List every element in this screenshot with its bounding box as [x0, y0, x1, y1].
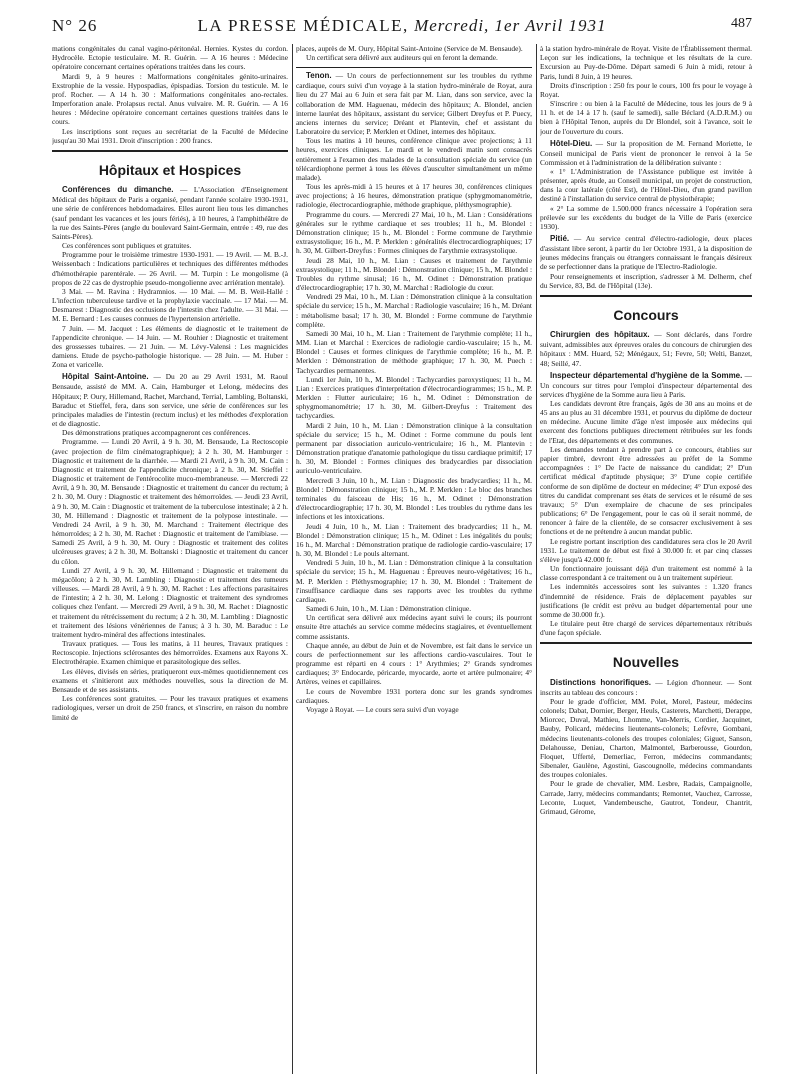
paragraph: Vendredi 5 Juin, 10 h., M. Lian : Démonstration clinique à la consultation spéciale du service; 15 h., M. Haguenau : Épreuves neuro-végétatives; 16 h., M. P. Merklen : Pléthysmographie; 17 h. 30, M. Blondel : Traitement de l'insuffisance cardiaque dans ses rapports avec les troubles du rythme cardiaque.: [296, 558, 532, 604]
paragraph: — Sont inscrits au tableau des concours :: [540, 677, 752, 697]
column-rule: [536, 44, 537, 1074]
paragraph: Ces conférences sont publiques et gratuites.: [62, 241, 192, 251]
section-title: Concours: [613, 306, 679, 323]
paragraph: Samedi 30 Mai, 10 h., M. Lian : Traitement de l'arythmie complète; 11 h., MM. Lian et Marchal : Exercices de radiologie cardio-vasculaire; 15 h., M. Blondel : Causes et formes cliniques de l'arythmie complète; 16 h., M. P. Merklen : Démonstration de méthode graphique; 17 h. 30, M. Puech : Tachycardies permanentes.: [296, 328, 532, 375]
paragraph: Les inscriptions sont reçues au secrétariat de la Faculté de Médecine jusqu'au 30 Mai 1931. Droit d'inscription : 200 francs.: [52, 126, 288, 145]
article-heading: Pitié.: [550, 234, 570, 244]
paragraph: Un certificat sera délivré aux auditeurs qui en feront la demande.: [306, 53, 498, 63]
section-title: Nouvelles: [612, 654, 680, 671]
page-number: 487: [731, 16, 752, 31]
section-divider: [52, 150, 288, 152]
paragraph: — L'Association d'Enseignement Médical des hôpitaux de Paris a organisé, pendant l'année scolaire 1930-1931, une série de conférences hebdomadaires. Elles auront lieu tous les dimanches (sauf pendant les vacances et les jours fériés), à 10 heures, à l'amphithéâtre de la rue des Saints-Pères (angle du boulevard Saint-Germain, entrée : 49, rue des Saints-Pères).: [52, 185, 288, 241]
paragraph: — Au service central d'électro-radiologie, deux places d'assistant libre seront, à partir du 1er Octobre 1931, à la disposition de jeunes médecins français ou étrangers connaissant le français désireux de se perfectionner dans la pratique de l'Electro-Radiologie.: [540, 234, 752, 272]
paragraph: Mercredi 3 Juin, 10 h., M. Lian : Diagnostic des bradycardies; 11 h., M. Blondel : Démonstration clinique; 15 h., M. P. Merklen : Le bloc des branches terminales du faisceau de His; 16 h., M. Odinet : Démonstration d'électrocardiographie; 17 h. 30, M. Blondel : Les troubles du rythme dans les infections et les intoxications.: [296, 475, 532, 522]
paragraph: — Un cours de perfectionnement sur les troubles du rythme cardiaque, cours suivi d'un voyage à la station hydro-minérale de Royat, aura lieu du 27 Mai au 6 Juin et sera fait par M. Lian, dans son service, avec la collaboration de MM. Haguenau, médecin des hôpitaux; A. Blondel, ancien interne lauréat des hôpitaux, assistant du service; Gilbert Dreyfus et P. Puecy, anciens internes du service; Dréant et Plantevin, chef et assistant du Laboratoire du service; P. Merklen et Odinet, internes des hôpitaux.: [296, 71, 532, 137]
paragraph: — Du 20 au 29 Avril 1931, M. Raoul Bensaude, assisté de MM. A. Cain, Hamburger et Lelong, médecins des Hôpitaux; P. Oury, Hillemand, Rachet, Marchand, Terrial, Lambling, Boltanski, Baraduc et Stieffel, fera, dans son service, une série de conférences sur les principales maladies de l'intestin (rectum inclus) et les méthodes d'exploration et de diagnostic.: [52, 372, 288, 429]
paragraph: — Sur la proposition de M. Fernand Moriette, le Conseil municipal de Paris vient de prononcer le renvoi à la 5e Commission et à l'administration de la délibération suivante :: [540, 138, 752, 167]
paragraph: Programme pour le troisième trimestre 1930-1931. — 19 Avril. — M. B.-J. Weissenbach : Indications particulières et techniques des différentes méthodes d'hémothérapie parentérale. — 26 Avril. — M. Turpin : Le mongolisme (à propos de 22 cas de dystrophie pseudo-mongolienne avec arriération mentale).: [52, 250, 288, 287]
paragraph: Les conférences sont gratuites. — Pour les travaux pratiques et examens radiologiques, verser un droit de 250 francs, et s'inscrire, en raison du nombre limité de: [52, 694, 288, 722]
article-heading: Hôtel-Dieu.: [550, 138, 593, 148]
paragraph: Tous les matins à 10 heures, conférence clinique avec projections; à 11 heures, exercices cliniques. Le mardi et le vendredi matin sont consacrés entièrement à l'examen des malades de la consultation spéciale du service (un télécardiophone permet à tous les élèves d'ausculter simultanément un même malade).: [296, 136, 532, 182]
column-3: [540, 44, 752, 1074]
paragraph: Mardi 9, à 9 heures : Malformations congénitales génito-urinaires. Exstrophie de la vessie. Hypospadias, épispadias. Torsion du testicule. M. le prof. Rocher. — A 14 h. 30 : Malformations congénitales ano-rectales. Imperforation anale. Prolapsus rectal. Anus vulvaire. M. R. Guérin. — A 16 heures : Médecine opératoire concernant certaines questions traitées dans le cours.: [52, 71, 288, 127]
newspaper-title: LA PRESSE MÉDICALE,: [197, 16, 409, 35]
article-heading: Hôpital Saint-Antoine.: [62, 372, 149, 382]
paragraph: Le titulaire peut être chargé de services départementaux rétribués d'une façon spéciale.: [540, 619, 752, 638]
article-heading: Tenon.: [306, 71, 332, 81]
paragraph: Programme du cours. — Mercredi 27 Mai, 10 h., M. Lian : Considérations générales sur le rythme cardiaque et ses troubles; 11 h., M. Blondel : Démonstration clinique; 15 h., M. Blondel : Forme commune de l'arythmie extrasystolique; 16 h., M. P. Merklen : généralités électrocardiographiques; 17 h. 30, M. Gilbert-Dreyfus : Formes cliniques de l'arythmie extrasystolique.: [296, 209, 532, 256]
paragraph: Un certificat sera délivré aux médecins ayant suivi le cours; ils pourront ensuite être attachés au service comme médecins stagiaires, et éventuellement comme assistants.: [296, 613, 532, 641]
paragraph: Pour renseignements et inscription, s'adresser à M. Delherm, chef du Service, 83, Bd. de l'Hôpital (13e).: [540, 271, 752, 290]
paragraph: Les élèves, divisés en séries, pratiqueront eux-mêmes quotidiennement ces examens et s'initieront aux méthodes nouvelles, sous la direction de M. Bensaude et de ses assistants.: [52, 666, 288, 694]
paragraph: — Un concours sur titres pour l'emploi d'inspecteur départemental des services d'hygiène de la Somme aura lieu à Paris.: [540, 370, 752, 399]
paragraph: Pour le grade de chevalier, MM. Lesbre, Radais, Campaignolle, Carrade, Jarry, médecins commandants; Remontet, Vauchez, Carrosse, Leconte, Luquet, Vandembeusche, Gautrot, Tondeur, Chantrit, Grimaud, Gérome,: [540, 779, 752, 816]
paragraph: 7 Juin. — M. Jacquet : Les éléments de diagnostic et le traitement de l'appendicite chronique. — 14 Juin. — M. Rouhier : Diagnostic et traitement des grossesses tubaires. — 21 Juin. — M. Lévy-Valensi : Les magnicides damiens. Etude de psycho-pathologie historique. — 28 Juin. — M. Huber : Zona et varicelle.: [52, 323, 288, 370]
paragraph: Samedi 6 Juin, 10 h., M. Lian : Démonstration clinique.: [306, 604, 472, 614]
column-rule: [292, 44, 293, 1074]
page-header: [52, 14, 752, 38]
paragraph: Jeudi 28 Mai, 10 h., M. Lian : Causes et traitement de l'arythmie extrasystolique; 11 h., M. Blondel : Démonstration clinique; 15 h., M. Blondel : Troubles du rythme sinusal; 16 h., M. Odinet : Démonstration pratique d'électrocardiographie; 17 h. 30, M. Marchal : Radiologie du cœur.: [296, 255, 532, 293]
paragraph: 3 Mai. — M. Ravina : Hydramnios. — 10 Mai. — M. B. Weil-Hallé : L'infection tuberculeuse tardive et la prophylaxie vaccinale. — 17 Mai. — M. Desmarest : Diagnostic des occlusions de l'intestin chez l'adulte. — 31 Mai. — M. E. Bernard : Les causes connues de l'hypertension artérielle.: [52, 286, 288, 324]
issue-number: N° 26: [52, 16, 98, 35]
running-head: [52, 16, 752, 36]
paragraph: Chaque année, au début de Juin et de Novembre, est fait dans le service un cours de perfectionnement sur les affections cardio-vasculaires. Tout le programme est réparti en 4 cours : 1° Arythmies; 2° Grands syndromes cardiaques; 3° Endocarde, péricarde, myocarde, aorte et artère pulmonaire; 4° Artères, veines et capillaires.: [296, 640, 532, 687]
paragraph: Le registre portant inscription des candidatures sera clos le 20 Avril 1931. Le traitement de début est fixé à 30.000 fr. et par cinq classes s'élève jusqu'à 42.000 fr.: [540, 536, 752, 564]
paragraph: S'inscrire : ou bien à la Faculté de Médecine, tous les jours de 9 à 11 h. et de 14 à 17 h. (sauf le samedi), salle Béclard (A.D.R.M.) ou bien à l'Hôpital Tenon, auprès du Dr Blondel, soit à l'avance, soit le jour de l'ouverture du cours.: [540, 99, 752, 136]
paragraph: Pour le grade d'officier, MM. Polet, Morel, Pasteur, médecins colonels; Dabat, Dornier, Berger, Heuls, Casterets, Marchetti, Derappe, Miorcec, Duval, Mathieu, Lhomme, Van-Merris, Cordier, Jacquinet, Bauby, Policard, médecins lieutenants-colonels; Lefèvre, Gombani, médecins lieutenants-colonels des troupes coloniales; Giguet, Sanson, Delahousse, Deniau, Charton, Malmontel, Barberousse, Gourdon, Floquet, Ufferté, Demerliac, Ferron, médecins commandants; Sibenaler, Gaulène, Agostini, Gascougnolle, médecins commandants des troupes coloniales.: [540, 696, 752, 780]
column-2: [296, 44, 532, 1074]
article-heading: Chirurgien des hôpitaux.: [550, 330, 650, 340]
paragraph: « 2° La somme de 1.500.000 francs nécessaire à l'opération sera prélevée sur les excédents du budget de la Ville de Paris (exercice 1930).: [540, 203, 752, 231]
paragraph: Les indemnités accessoires sont les suivantes : 1.320 francs d'indemnité de résidence. Frais de déplacement payables sur justifications (le crédit est prévu au budget départemental pour une somme de 30.000 fr.).: [540, 582, 752, 619]
paragraph: Les demandes tendant à prendre part à ce concours, établies sur papier timbré, devront être adressées au préfet de la Somme accompagnées : 1° De l'acte de naissance du candidat; 2° D'un certificat médical d'aptitude physique; 3° D'une copie certifiée conforme de son diplôme de docteur en médecine; 4° D'un exposé des titres du candidat comprenant ses états de services et le résumé de ses travaux; 5° D'un exemplaire de chacune de ses principales publications; 6° De l'engagement, pour le cas où il serait nommé, de renoncer à faire de la clientèle, de se consacrer exclusivement à ses fonctions et de ne prétendre à aucun mandat public.: [540, 444, 752, 537]
paragraph: mations congénitales du canal vagino-péritonéal. Hernies. Kystes du cordon. Hydrocèle. Ectopie testiculaire. M. R. Guérin. — A 16 heures : Médecine opératoire concernant certaines opérations traitées dans les cours.: [52, 44, 288, 72]
paragraph: Lundi 1er Juin, 10 h., M. Blondel : Tachycardies paroxystiques; 11 h., M. Lian : Exercices pratiques d'interprétation d'électrocardiogrammes; 15 h., M. P. Merklen : Flutter auriculaire; 16 h., M. Odinet : Démonstration de sphygmomanométrie; 17 h. 30, M. Gilbert-Dreyfus : Traitement des tachycardies.: [296, 374, 532, 421]
paragraph: Un fonctionnaire jouissant déjà d'un traitement est nommé à la classe correspondant à ce traitement ou à un traitement supérieur.: [540, 564, 752, 583]
paragraph: « 1° L'Administration de l'Assistance publique est invitée à présenter, après étude, au Conseil municipal, un projet de construction, dans la cour latérale (côté Est), de l'Hôtel-Dieu, d'un grand pavillon destiné à l'installation du service central de physiothérapie;: [540, 166, 752, 204]
paragraph: Jeudi 4 Juin, 10 h., M. Lian : Traitement des bradycardies; 11 h., M. Blondel : Démonstration clinique; 15 h., M. Odinet : Les inégalités du pouls; 16 h., M. Marchal : Démonstration pratique de radiologie cardio-vasculaire; 17 h. 30, M. Blondel : Le pouls alternant.: [296, 521, 532, 559]
article-subheading: — Légion d'honneur.: [655, 677, 723, 687]
section-divider: [540, 295, 752, 297]
paragraph: Travaux pratiques. — Tous les matins, à 11 heures, Travaux pratiques : Rectoscopie. Injections sclérosantes des hémorroïdes. Examens aux Rayons X. Electrothérapie. Examen chimique et parasitologique des selles.: [52, 639, 288, 667]
paragraph: Voyage à Royat. — Le cours sera suivi d'un voyage: [306, 704, 459, 714]
paragraph: Les candidats devront être français, âgés de 30 ans au moins et de 45 ans au plus au 31 décembre 1931, et pourvus du diplôme de docteur en médecine. Aucune limite d'âge n'est imposée aux médecins qui exercent des fonctions publiques directement rétribuées sur les fonds de l'Etat, des départements et des communes.: [540, 398, 752, 445]
paragraph: Des démonstrations pratiques accompagneront ces conférences.: [62, 428, 251, 438]
paragraph: Droits d'inscription : 250 frs pour le cours, 100 frs pour le voyage à Royat.: [540, 80, 752, 99]
paragraph: Mardi 2 Juin, 10 h., M. Lian : Démonstration clinique à la consultation spéciale du service; 15 h., M. Odinet : Forme commune du pouls lent permanent par dissociation auriculo-ventriculaire; 16 h., M. Plantevin : Démonstration pratique d'anatomie pathologique du tissu cardiaque primitif; 17 h. 30, M. Blondel : Formes cliniques des bradycardies par dissociation auriculo-ventriculaire.: [296, 420, 532, 476]
article-heading: Inspecteur départemental d'hygiène de la Somme.: [550, 370, 743, 380]
paragraph: Le cours de Novembre 1931 portera donc sur les grands syndromes cardiaques.: [296, 686, 532, 705]
paragraph: — Sont déclarés, dans l'ordre suivant, admissibles aux épreuves orales du concours de chirurgien des hôpitaux : MM. Huard, 52; Ménégaux, 51; Fevre, 50; Welti, Banzet, 48; Seillé, 47.: [540, 330, 752, 368]
paragraph: à la station hydro-minérale de Royat. Visite de l'Établissement thermal. Leçon sur les indications, la technique et les résultats de la cure. Excursion au Puy-de-Dôme. Départ samedi 6 Juin à midi, retour à Paris, lundi 8 Juin, à 19 heures.: [540, 44, 752, 81]
issue-date: Mercredi, 1er Avril 1931: [414, 16, 607, 35]
article-heading: Conférences du dimanche.: [62, 185, 174, 195]
paragraph: Tous les après-midi à 15 heures et à 17 heures 30, conférences cliniques avec projections; à 16 heures, démonstration pratique (sphygmomanométrie, radiologie, électrocardiographie, méthode graphique, pléthysmographie).: [296, 182, 532, 210]
column-1: [52, 44, 288, 1074]
paragraph: Programme. — Lundi 20 Avril, à 9 h. 30, M. Bensaude, La Rectoscopie (avec projection de film cinématographique); à 2 h. 30, M. Hamburger : Diagnostic et traitement de la diarrhée. — Mardi 21 Avril, à 9 h. 30, M. Cain : Diagnostic et traitement de l'appendicite chronique; à 2 h. 30, M. Stieffel : Diagnostic et traitement de l'entérocolite muco-membraneuse. — Mercredi 22 Avril, à 9 h. 30, M. Bensaude : Diagnostic et traitement du cancer du rectum; à 2 h. 30, M. Oury : Diagnostic et traitement des hémorroïdes. — Jeudi 23 Avril, à 9 h. 30, M. Cain : Diagnostic et traitement de la tuberculose intestinale; à 2 h. 30, M. Hillemand : Diagnostic et traitement de la polypose intestinale. — Vendredi 24 Avril, à 9 h. 30, M. Marchand : Traitement électrique des hémorroïdes; à 2 h. 30, M. Rachet : Diagnostic et traitement de l'amibiase. — Samedi 25 Avril, à 9 h. 30, M. Oury : Diagnostic et traitement des colites ulcéreuses graves; à 2 h. 30, M. Boltanski : Diagnostic et traitement du cancer du côlon.: [52, 437, 288, 566]
paragraph: Lundi 27 Avril, à 9 h. 30, M. Hillemand : Diagnostic et traitement du mégacôlon; à 2 h. 30, M. Lambling : Diagnostic et traitement des tumeurs villeuses. — Mardi 28 Avril, à 9 h. 30, M. Rachet : Les affections parasitaires de l'intestin; à 2 h. 30, M. Lelong : Diagnostic et traitement des syndromes coliques chez l'enfant. — Mercredi 29 Avril, à 9 h. 30, M. Rachet : Diagnostic et traitement du rétrécissement du rectum; à 2 h. 30, M. Lambling : Diagnostic et traitement des lésions vénériennes de l'anus; à 3 h. 30, M. Baraduc : Le traitement hydro-minéral des affections intestinales.: [52, 565, 288, 639]
section-divider: [296, 67, 532, 68]
section-divider: [540, 642, 752, 644]
paragraph: Vendredi 29 Mai, 10 h., M. Lian : Démonstration clinique à la consultation spéciale du service; 15 h., M. Marchal : Radiologie vasculaire; 16 h., M. Dréant : métabolisme basal; 17 h. 30, M. Blondel : Forme commune de l'arythmie complète.: [296, 292, 532, 329]
article-heading: Distinctions honorifiques.: [550, 677, 652, 687]
section-title: Hôpitaux et Hospices: [98, 161, 242, 178]
article-columns: [52, 44, 752, 1074]
paragraph: places, auprès de M. Oury, Hôpital Saint-Antoine (Service de M. Bensaude).: [296, 44, 523, 53]
